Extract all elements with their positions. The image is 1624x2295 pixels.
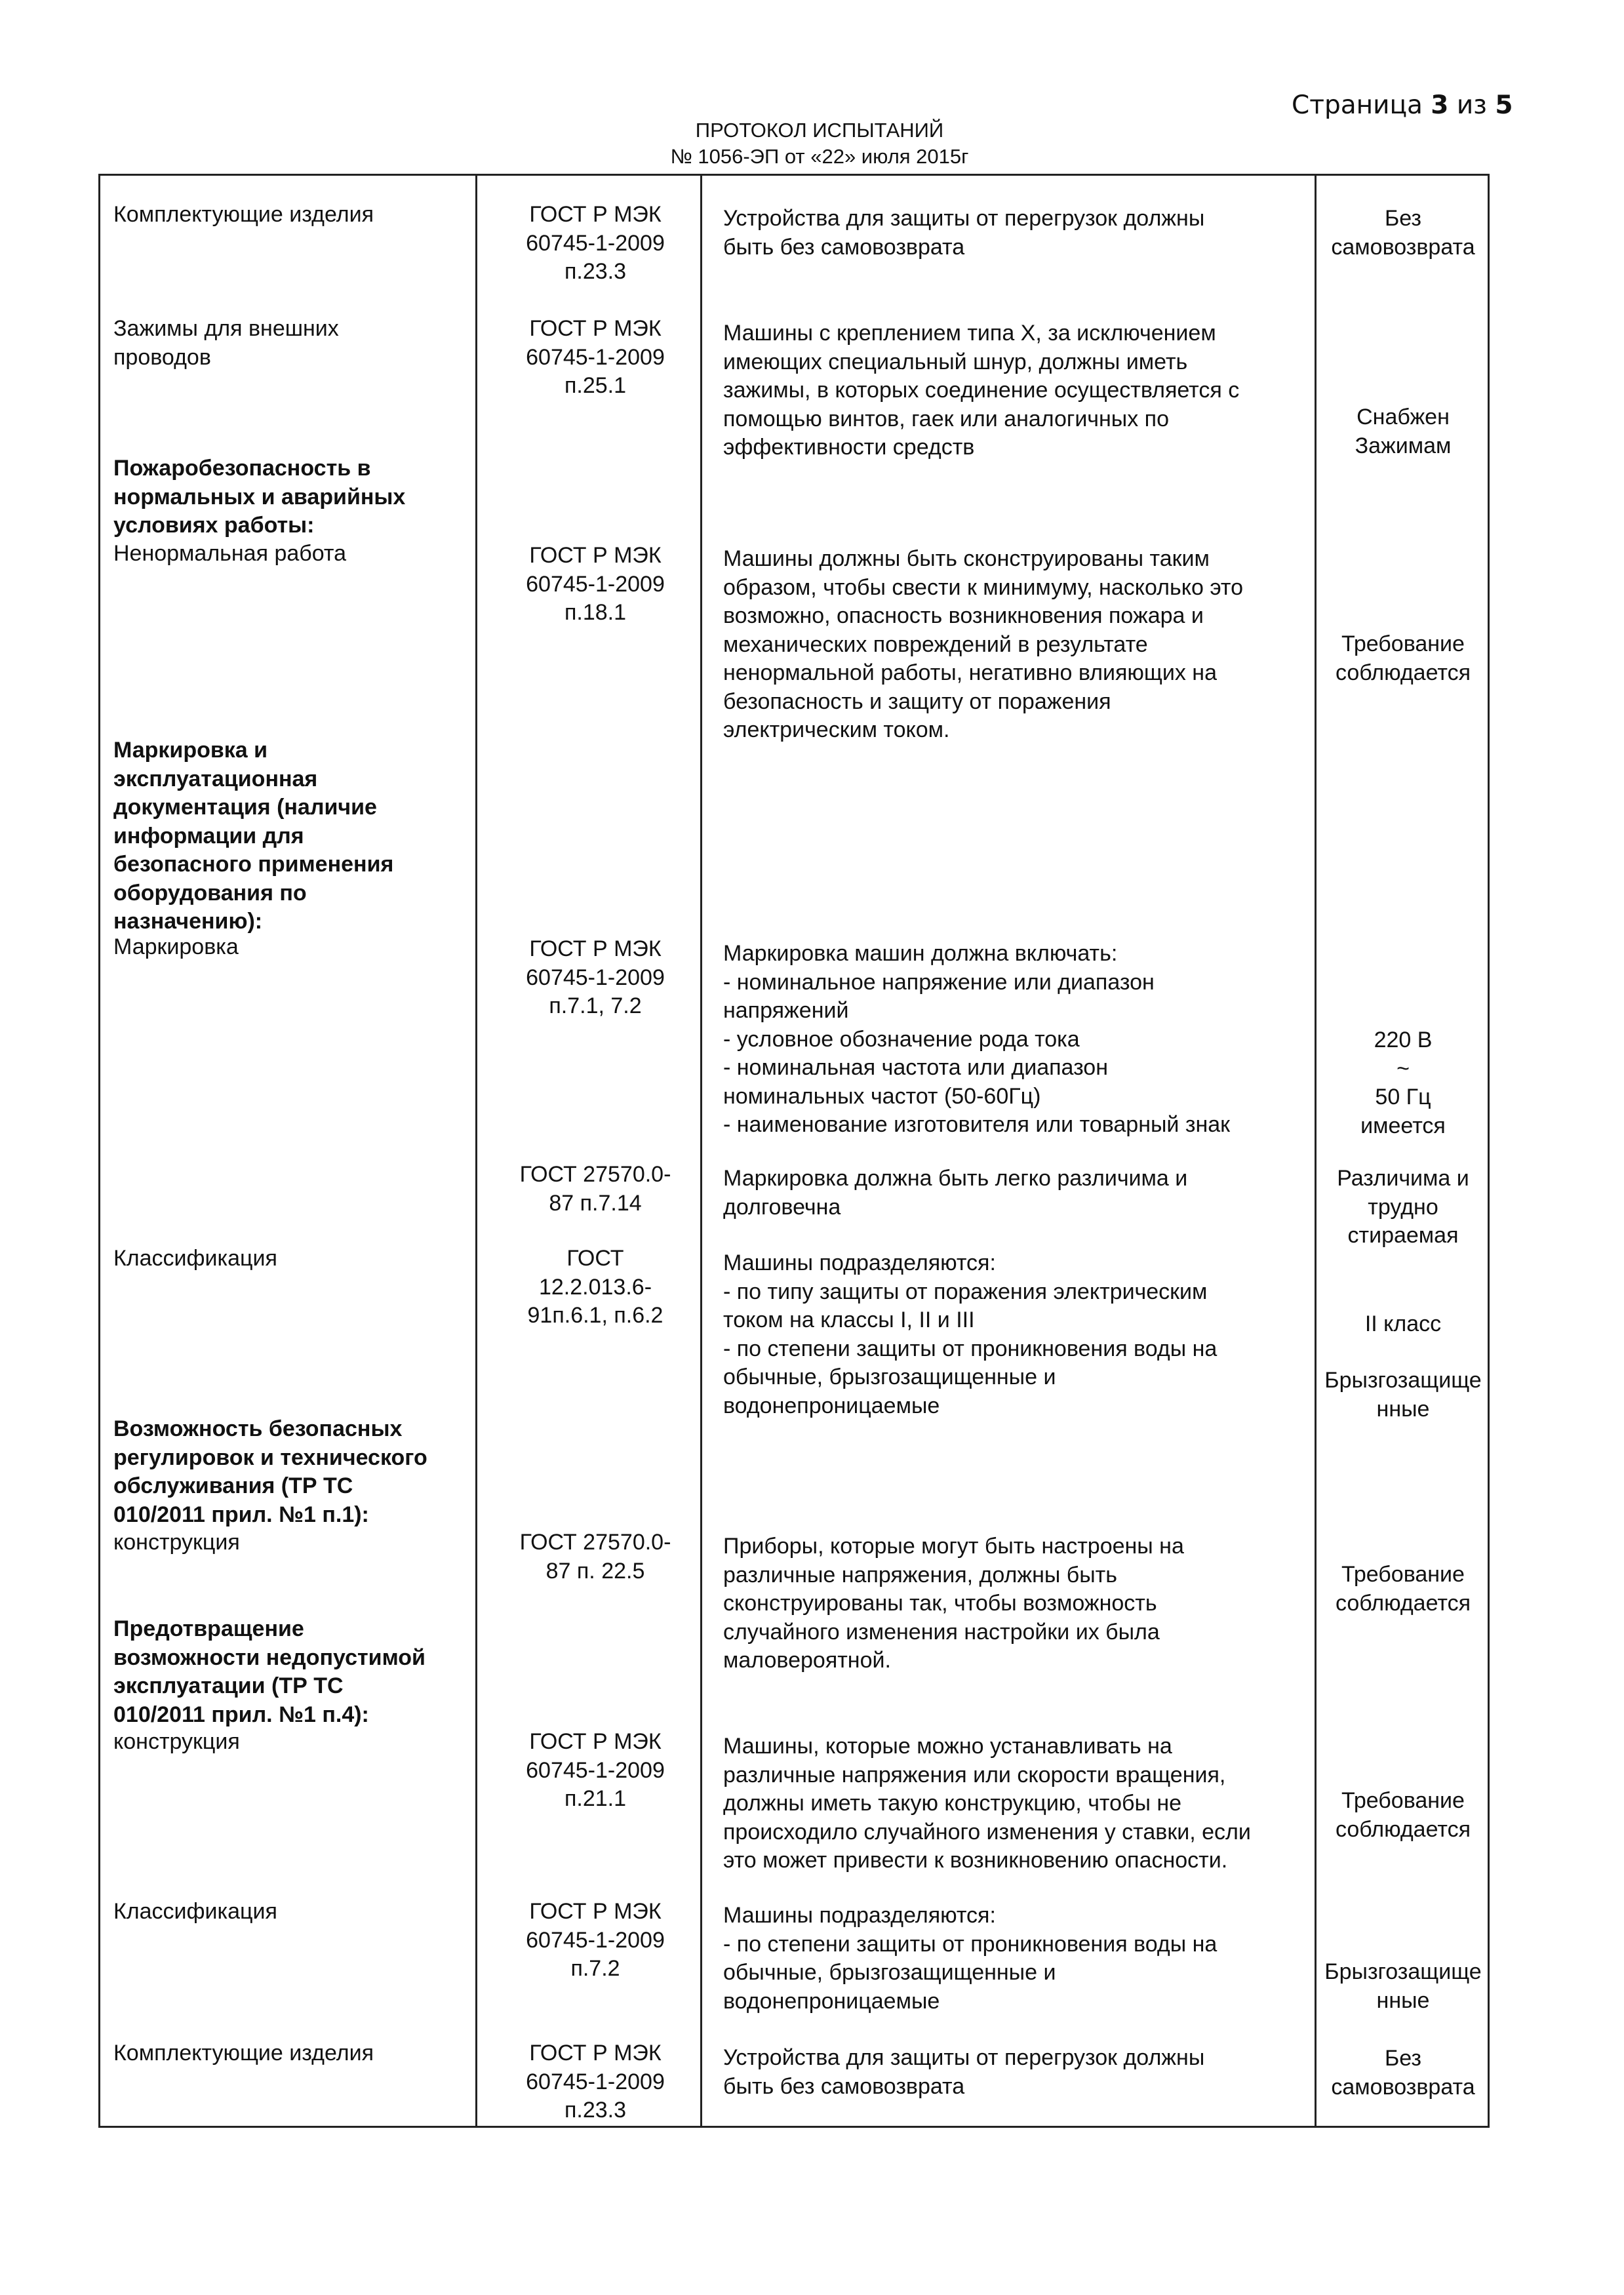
item-name: Классификация bbox=[113, 1899, 277, 1924]
test-result: Без самовозврата bbox=[1331, 206, 1475, 260]
page-of: из bbox=[1448, 90, 1495, 120]
standard-reference: ГОСТ 27570.0- 87 п.7.14 bbox=[519, 1162, 671, 1216]
test-result: Брызгозащище нные bbox=[1324, 1368, 1482, 1422]
test-result: Различима и трудно стираемая bbox=[1337, 1166, 1469, 1248]
test-results-table bbox=[98, 174, 1490, 2128]
test-result: Требование соблюдается bbox=[1336, 1788, 1471, 1842]
section-heading: Маркировка и эксплуатационная документация (наличие информации для безопасного применения оборудования по назначению): bbox=[113, 738, 394, 934]
standard-reference: ГОСТ 12.2.013.6- 91п.6.1, п.6.2 bbox=[527, 1246, 663, 1328]
page-current: 3 bbox=[1431, 90, 1449, 120]
test-result: 220 В ~ 50 Гц имеется bbox=[1360, 1028, 1446, 1138]
standard-reference: ГОСТ 27570.0- 87 п. 22.5 bbox=[519, 1530, 671, 1584]
requirement-text: Машины с креплением типа Х, за исключением имеющих специальный шнур, должны иметь зажимы, в которых соединение осуществляется с помощью винтов, гаек или аналогичных по эффективности средств bbox=[723, 321, 1240, 460]
test-result: Брызгозащище нные bbox=[1324, 1959, 1482, 2013]
test-result: Без самовозврата bbox=[1331, 2046, 1475, 2100]
test-result: Требование соблюдается bbox=[1336, 631, 1471, 685]
column-divider bbox=[700, 176, 702, 2126]
item-name: Маркировка bbox=[113, 934, 239, 959]
item-name: Классификация bbox=[113, 1246, 277, 1271]
item-name: конструкция bbox=[113, 1530, 240, 1555]
section-heading: Предотвращение возможности недопустимой эксплуатации (ТР ТС 010/2011 прил. №1 п.4): bbox=[113, 1616, 426, 1727]
requirement-text: Машины подразделяются: - по степени защиты от проникновения воды на обычные, брызгозащищенные и водонепроницаемые bbox=[723, 1903, 1218, 2014]
requirement-text: Машины должны быть сконструированы таким образом, чтобы свести к минимуму, насколько это возможно, опасность возникновения пожара и механических повреждений в результате ненормальной работы, негативно влияющих на безопасность и защиту от поражения электрическим током. bbox=[723, 546, 1244, 742]
test-result: Снабжен Зажимам bbox=[1355, 405, 1452, 458]
item-name: конструкция bbox=[113, 1729, 240, 1754]
item-name: Зажимы для внешних проводов bbox=[113, 316, 339, 370]
item-name: Ненормальная работа bbox=[113, 541, 346, 566]
item-name: Комплектующие изделия bbox=[113, 2041, 374, 2066]
requirement-text: Устройства для защиты от перегрузок должны быть без самовозврата bbox=[723, 2045, 1205, 2099]
section-heading: Возможность безопасных регулировок и технического обслуживания (ТР ТС 010/2011 прил. №1 п.1): bbox=[113, 1416, 427, 1527]
page-number bbox=[1292, 90, 1513, 120]
standard-reference: ГОСТ Р МЭК 60745-1-2009 п.7.1, 7.2 bbox=[526, 936, 665, 1018]
standard-reference: ГОСТ Р МЭК 60745-1-2009 п.23.3 bbox=[526, 2041, 665, 2123]
test-result: Требование соблюдается bbox=[1336, 1562, 1471, 1616]
requirement-text: Машины, которые можно устанавливать на различные напряжения или скорости вращения, должны иметь такую конструкцию, чтобы не происходило случайного изменения у ставки, если это может привести к возникновению опасности. bbox=[723, 1734, 1251, 1873]
section-heading: Пожаробезопасность в нормальных и аварийных условиях работы: bbox=[113, 456, 406, 538]
standard-reference: ГОСТ Р МЭК 60745-1-2009 п.18.1 bbox=[526, 543, 665, 625]
standard-reference: ГОСТ Р МЭК 60745-1-2009 п.23.3 bbox=[526, 202, 665, 284]
requirement-text: Приборы, которые могут быть настроены на различные напряжения, должны быть сконструированы так, чтобы возможность случайного изменения настройки их была маловероятной. bbox=[723, 1534, 1184, 1673]
test-result: II класс bbox=[1364, 1311, 1442, 1336]
standard-reference: ГОСТ Р МЭК 60745-1-2009 п.25.1 bbox=[526, 316, 665, 398]
standard-reference: ГОСТ Р МЭК 60745-1-2009 п.21.1 bbox=[526, 1729, 665, 1811]
protocol-title: ПРОТОКОЛ ИСПЫТАНИЙ bbox=[695, 119, 944, 142]
item-name: Комплектующие изделия bbox=[113, 202, 374, 227]
standard-reference: ГОСТ Р МЭК 60745-1-2009 п.7.2 bbox=[526, 1899, 665, 1981]
requirement-text: Устройства для защиты от перегрузок должны быть без самовозврата bbox=[723, 206, 1205, 260]
protocol-number: № 1056-ЭП от «22» июля 2015г bbox=[670, 145, 969, 168]
requirement-text: Маркировка машин должна включать: - номинальное напряжение или диапазон напряжений - условное обозначение рода тока - номинальная частота или диапазон номинальных частот (50-60Гц) - наименование изготовителя или товарный знак bbox=[723, 941, 1231, 1137]
page-total: 5 bbox=[1495, 90, 1513, 120]
requirement-text: Машины подразделяются: - по типу защиты от поражения электрическим током на классы I, II и III - по степени защиты от проникновения воды на обычные, брызгозащищенные и водонепроницаемые bbox=[723, 1250, 1218, 1418]
requirement-text: Маркировка должна быть легко различима и долговечна bbox=[723, 1166, 1188, 1220]
page-label: Страница bbox=[1292, 90, 1431, 120]
